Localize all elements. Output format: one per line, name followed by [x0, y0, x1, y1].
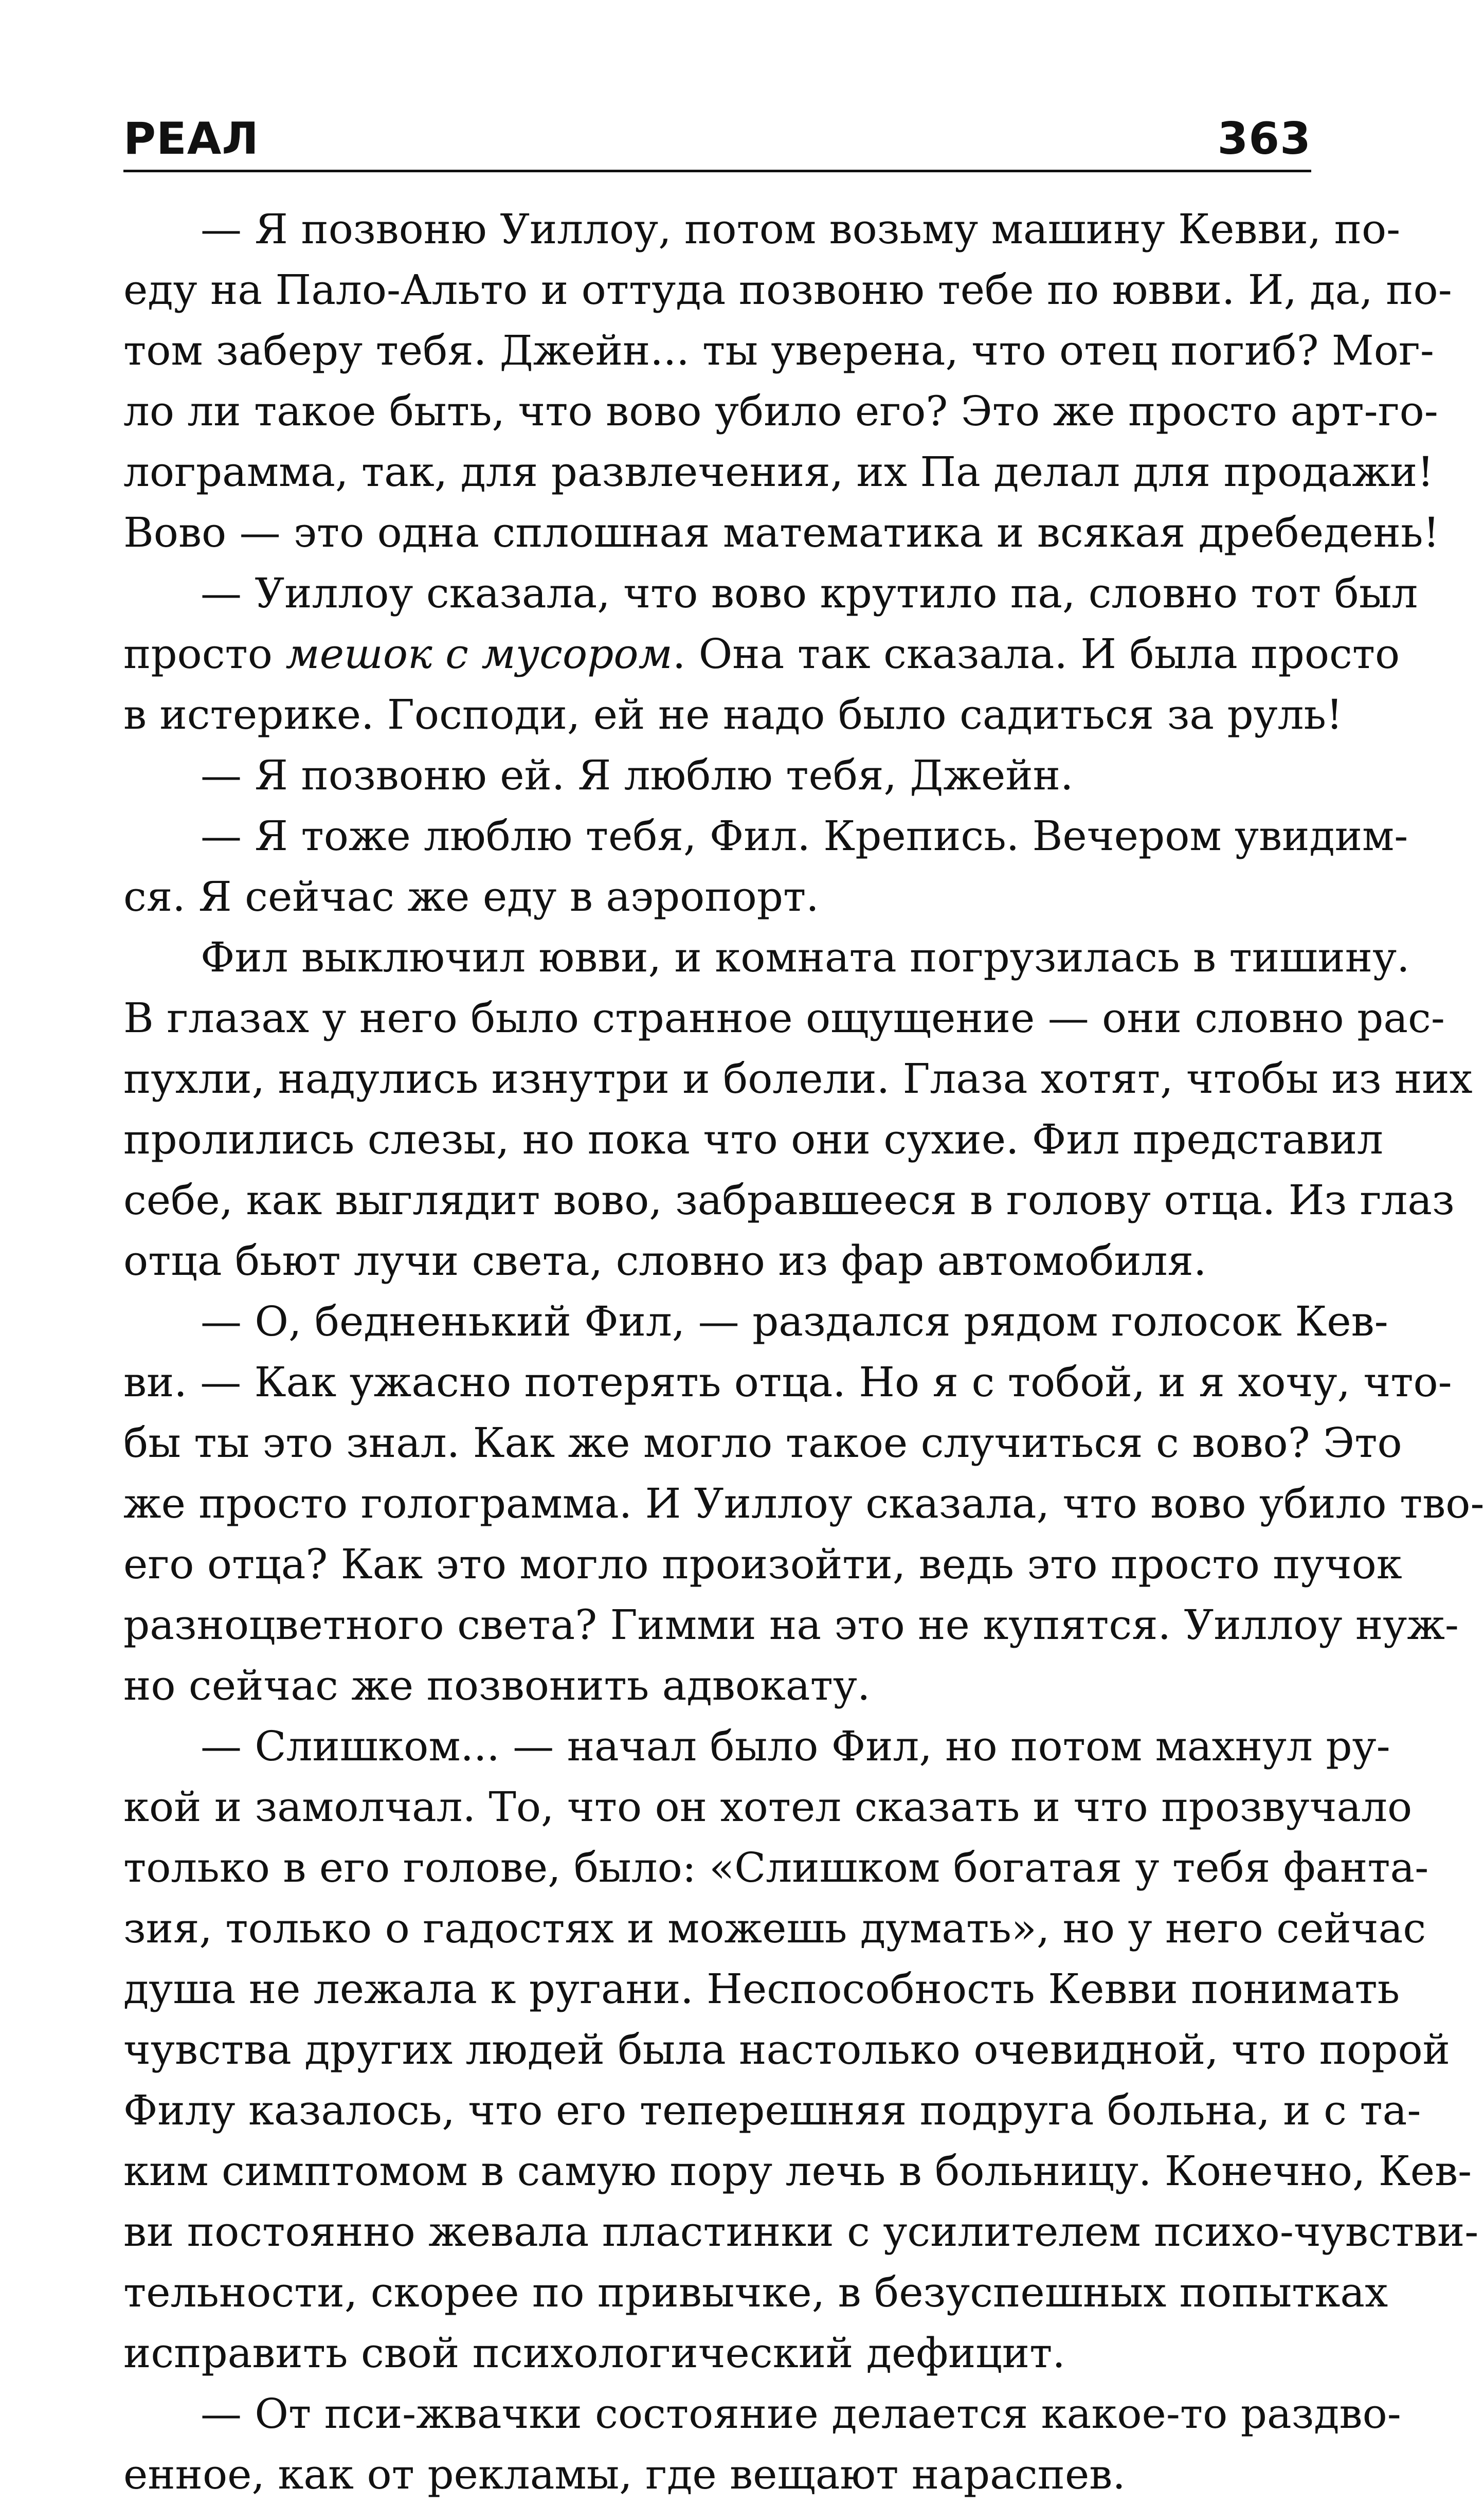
text-line: пролились слезы, но пока что они сухие. Фил представил — [123, 1115, 1383, 1163]
text-line: бы ты это знал. Как же могло такое случиться с вово? Это — [123, 1419, 1402, 1467]
text-line: — О, бедненький Фил, — раздался рядом голосок Кев- — [201, 1297, 1388, 1345]
text-line: — Я позвоню ей. Я люблю тебя, Джейн. — [201, 751, 1074, 799]
text-line: — Уиллоу сказала, что вово крутило па, словно тот был — [201, 569, 1418, 617]
text-line: его отца? Как это могло произойти, ведь это просто пучок — [123, 1540, 1402, 1588]
text-line: — Слишком... — начал было Фил, но потом махнул ру- — [201, 1722, 1390, 1770]
text-line: ся. Я сейчас же еду в аэропорт. — [123, 873, 819, 921]
text-line: кой и замолчал. То, что он хотел сказать и что прозвучало — [123, 1783, 1413, 1831]
body-text — [123, 199, 1484, 2505]
text-line: зия, только о гадостях и можешь думать», но у него сейчас — [123, 1904, 1426, 1952]
running-header — [123, 108, 1311, 172]
text-line: тельности, скорее по привычке, в безуспешных попытках — [123, 2268, 1388, 2316]
text-line: — От пси-жвачки состояние делается какое-то раздво- — [201, 2390, 1401, 2438]
page-number: 363 — [1217, 113, 1311, 165]
text-line: но сейчас же позвонить адвокату. — [123, 1662, 871, 1709]
text-line: отца бьют лучи света, словно из фар автомобиля. — [123, 1237, 1207, 1285]
text-segment: . Она так сказала. И была просто — [672, 630, 1400, 678]
text-line: еду на Пало-Альто и оттуда позвоню тебе по ювви. И, да, по- — [123, 266, 1452, 314]
text-line: Вово — это одна сплошная математика и всякая дребедень! — [123, 509, 1440, 556]
text-line: Фил выключил ювви, и комната погрузилась в тишину. — [201, 933, 1410, 981]
text-line: пухли, надулись изнутри и болели. Глаза хотят, чтобы из них — [123, 1055, 1473, 1103]
running-title: РЕАЛ — [123, 113, 259, 165]
text-line: — Я позвоню Уиллоу, потом возьму машину Кевви, по- — [201, 205, 1401, 253]
text-line: только в его голове, было: «Слишком богатая у тебя фанта- — [123, 1844, 1429, 1891]
text-line — [123, 624, 1400, 684]
text-line: в истерике. Господи, ей не надо было садиться за руль! — [123, 691, 1343, 738]
text-line: В глазах у него было странное ощущение — они словно рас- — [123, 994, 1445, 1042]
text-line: чувства других людей была настолько очевидной, что порой — [123, 2026, 1450, 2074]
text-line: ви. — Как ужасно потерять отца. Но я с тобой, и я хочу, что- — [123, 1358, 1452, 1406]
emphasized-text: мешок с мусором — [285, 630, 673, 678]
text-line: исправить свой психологический дефицит. — [123, 2329, 1065, 2377]
text-line: ким симптомом в самую пору лечь в больницу. Конечно, Кев- — [123, 2147, 1472, 2195]
text-line: лограмма, так, для развлечения, их Па делал для продажи! — [123, 448, 1434, 496]
text-line: же просто голограмма. И Уиллоу сказала, что вово убило тво- — [123, 1480, 1484, 1527]
text-line: разноцветного света? Гимми на это не купятся. Уиллоу нуж- — [123, 1601, 1459, 1649]
text-line: — Я тоже люблю тебя, Фил. Крепись. Вечером увидим- — [201, 812, 1408, 860]
text-segment: просто — [123, 630, 286, 678]
text-line: ло ли такое быть, что вово убило его? Это же просто арт-го- — [123, 387, 1438, 435]
text-line: том заберу тебя. Джейн... ты уверена, что отец погиб? Мог- — [123, 327, 1434, 374]
book-page — [123, 108, 1484, 2505]
text-line: енное, как от рекламы, где вещают нараспев. — [123, 2450, 1126, 2498]
text-line: ви постоянно жевала пластинки с усилителем психо-чувстви- — [123, 2208, 1479, 2256]
text-line: душа не лежала к ругани. Неспособность Кевви понимать — [123, 1965, 1400, 2013]
text-line: Филу казалось, что его теперешняя подруга больна, и с та- — [123, 2086, 1421, 2134]
text-line: себе, как выглядит вово, забравшееся в голову отца. Из глаз — [123, 1176, 1455, 1224]
